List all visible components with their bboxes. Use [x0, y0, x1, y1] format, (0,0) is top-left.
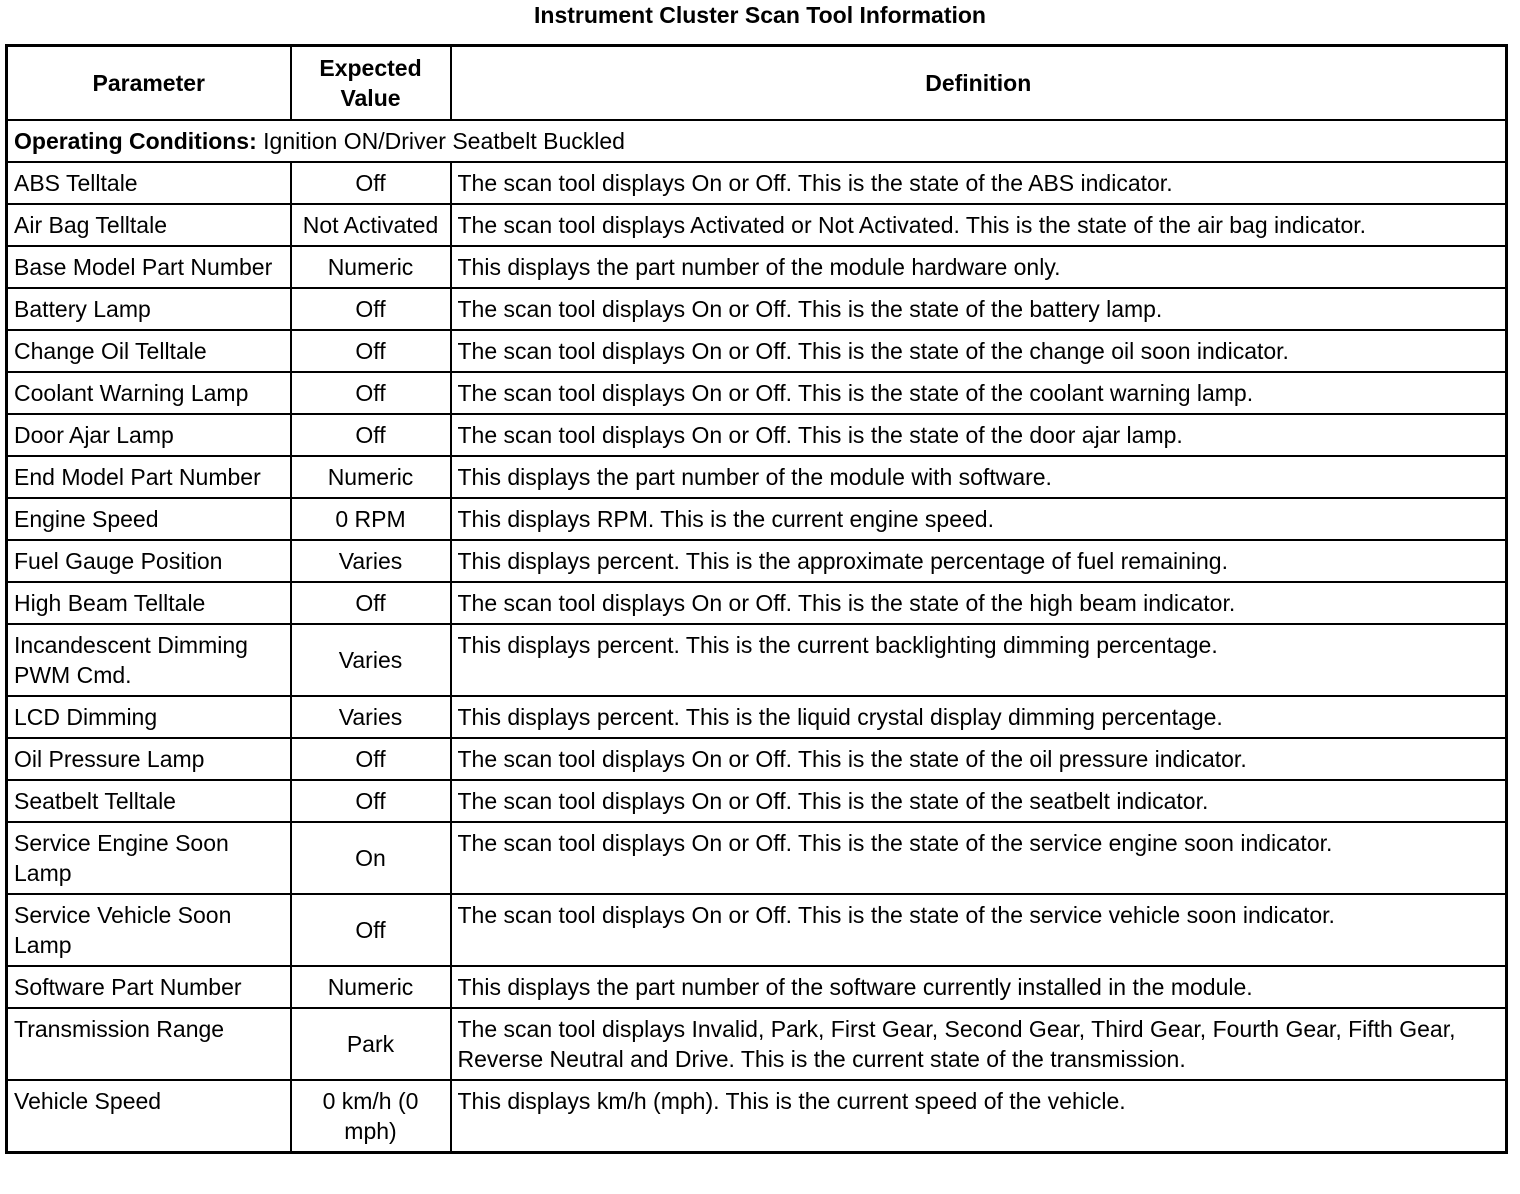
expected-value-cell: On: [291, 822, 451, 894]
definition-cell: The scan tool displays On or Off. This is the state of the door ajar lamp.: [451, 414, 1507, 456]
table-row: [7, 894, 1507, 966]
table-row: [7, 204, 1507, 246]
parameter-cell: Engine Speed: [7, 498, 291, 540]
expected-value-cell: Off: [291, 738, 451, 780]
header-expected-value: Expected Value: [291, 46, 451, 121]
parameter-cell: Seatbelt Telltale: [7, 780, 291, 822]
header-parameter: Parameter: [7, 46, 291, 121]
table-row: [7, 162, 1507, 204]
parameter-cell: Coolant Warning Lamp: [7, 372, 291, 414]
document-title: Instrument Cluster Scan Tool Information: [534, 2, 986, 28]
definition-cell: The scan tool displays On or Off. This is the state of the battery lamp.: [451, 288, 1507, 330]
parameter-cell: Door Ajar Lamp: [7, 414, 291, 456]
expected-value-cell: Varies: [291, 624, 451, 696]
parameter-cell: Oil Pressure Lamp: [7, 738, 291, 780]
definition-cell: This displays percent. This is the current backlighting dimming percentage.: [451, 624, 1507, 696]
definition-cell: This displays km/h (mph). This is the current speed of the vehicle.: [451, 1080, 1507, 1153]
parameter-cell: Change Oil Telltale: [7, 330, 291, 372]
parameter-cell: Incandescent Dimming PWM Cmd.: [7, 624, 291, 696]
expected-value-cell: 0 km/h (0 mph): [291, 1080, 451, 1153]
definition-cell: The scan tool displays On or Off. This is the state of the oil pressure indicator.: [451, 738, 1507, 780]
expected-value-cell: Off: [291, 894, 451, 966]
expected-value-cell: Off: [291, 780, 451, 822]
definition-cell: This displays percent. This is the approximate percentage of fuel remaining.: [451, 540, 1507, 582]
definition-cell: This displays the part number of the module with software.: [451, 456, 1507, 498]
table-row: [7, 1080, 1507, 1153]
table-row: [7, 498, 1507, 540]
table-row: [7, 738, 1507, 780]
expected-value-cell: Off: [291, 414, 451, 456]
parameter-cell: High Beam Telltale: [7, 582, 291, 624]
table-row: [7, 624, 1507, 696]
definition-cell: The scan tool displays On or Off. This is the state of the service vehicle soon indicator.: [451, 894, 1507, 966]
table-row: [7, 288, 1507, 330]
expected-value-cell: Park: [291, 1008, 451, 1080]
expected-value-cell: Off: [291, 372, 451, 414]
table-row: [7, 372, 1507, 414]
table-row: [7, 414, 1507, 456]
table-row: [7, 540, 1507, 582]
definition-cell: This displays the part number of the module hardware only.: [451, 246, 1507, 288]
definition-cell: The scan tool displays On or Off. This is the state of the high beam indicator.: [451, 582, 1507, 624]
definition-cell: This displays RPM. This is the current engine speed.: [451, 498, 1507, 540]
expected-value-cell: Varies: [291, 696, 451, 738]
parameter-cell: Air Bag Telltale: [7, 204, 291, 246]
expected-value-cell: Off: [291, 288, 451, 330]
definition-cell: The scan tool displays Activated or Not Activated. This is the state of the air bag indicator.: [451, 204, 1507, 246]
parameter-cell: Vehicle Speed: [7, 1080, 291, 1153]
expected-value-cell: Numeric: [291, 456, 451, 498]
parameter-cell: Transmission Range: [7, 1008, 291, 1080]
expected-value-cell: Off: [291, 162, 451, 204]
definition-cell: The scan tool displays Invalid, Park, First Gear, Second Gear, Third Gear, Fourth Gear, Fifth Gear, Reverse Neutral and Drive. This is the current state of the transmission.: [451, 1008, 1507, 1080]
header-definition: Definition: [451, 46, 1507, 121]
expected-value-cell: Not Activated: [291, 204, 451, 246]
parameter-cell: Service Vehicle Soon Lamp: [7, 894, 291, 966]
header-row: [7, 46, 1507, 121]
expected-value-cell: Numeric: [291, 966, 451, 1008]
table-row: [7, 330, 1507, 372]
parameter-cell: Base Model Part Number: [7, 246, 291, 288]
expected-value-cell: Varies: [291, 540, 451, 582]
parameter-cell: Fuel Gauge Position: [7, 540, 291, 582]
parameter-cell: LCD Dimming: [7, 696, 291, 738]
operating-conditions-cell: [7, 120, 1507, 162]
expected-value-cell: Off: [291, 330, 451, 372]
definition-cell: The scan tool displays On or Off. This is the state of the seatbelt indicator.: [451, 780, 1507, 822]
expected-value-cell: Numeric: [291, 246, 451, 288]
table-row: [7, 822, 1507, 894]
parameter-cell: End Model Part Number: [7, 456, 291, 498]
definition-cell: This displays the part number of the software currently installed in the module.: [451, 966, 1507, 1008]
scan-tool-table: [5, 44, 1508, 1154]
expected-value-cell: 0 RPM: [291, 498, 451, 540]
table-row: [7, 966, 1507, 1008]
table-row: [7, 696, 1507, 738]
table-row: [7, 456, 1507, 498]
definition-cell: The scan tool displays On or Off. This is the state of the change oil soon indicator.: [451, 330, 1507, 372]
operating-conditions-label: Operating Conditions:: [14, 128, 257, 154]
definition-cell: The scan tool displays On or Off. This is the state of the coolant warning lamp.: [451, 372, 1507, 414]
table-row: [7, 1008, 1507, 1080]
table-row: [7, 780, 1507, 822]
definition-cell: The scan tool displays On or Off. This is the state of the ABS indicator.: [451, 162, 1507, 204]
table-row: [7, 582, 1507, 624]
definition-cell: The scan tool displays On or Off. This is the state of the service engine soon indicator.: [451, 822, 1507, 894]
operating-conditions-text: Ignition ON/Driver Seatbelt Buckled: [256, 128, 625, 154]
parameter-cell: Battery Lamp: [7, 288, 291, 330]
parameter-cell: ABS Telltale: [7, 162, 291, 204]
expected-value-cell: Off: [291, 582, 451, 624]
parameter-cell: Software Part Number: [7, 966, 291, 1008]
table-row: [7, 246, 1507, 288]
definition-cell: This displays percent. This is the liquid crystal display dimming percentage.: [451, 696, 1507, 738]
operating-conditions-row: [7, 120, 1507, 162]
parameter-cell: Service Engine Soon Lamp: [7, 822, 291, 894]
